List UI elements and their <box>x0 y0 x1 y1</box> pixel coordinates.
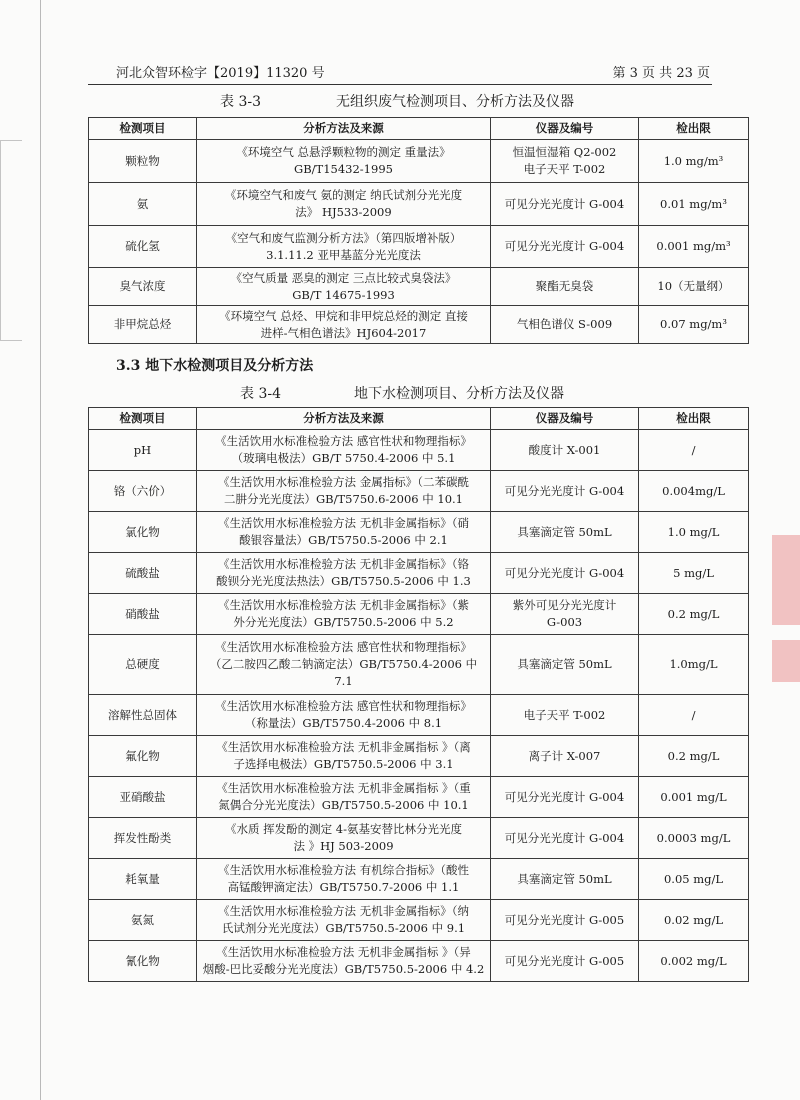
instrument-cell <box>491 268 639 306</box>
binding-margin-line <box>40 0 41 1100</box>
page-edge-tick <box>0 140 22 141</box>
table-row <box>89 471 749 512</box>
method-cell-line: 进样-气相色谱法》HJ604-2017 <box>260 325 427 340</box>
method-cell <box>197 268 491 306</box>
table-row <box>89 306 749 344</box>
table-row <box>89 268 749 306</box>
instrument-cell-line: 可见分光光度计 G-005 <box>504 912 625 927</box>
method-cell <box>197 941 491 982</box>
detection-limit-cell: 5 mg/L <box>639 553 749 594</box>
column-header: 仪器及编号 <box>491 118 639 140</box>
method-cell-line: （称量法）GB/T5750.4-2006 中 8.1 <box>244 716 443 730</box>
table-row <box>89 512 749 553</box>
method-cell-line: （乙二胺四乙酸二钠滴定法）GB/T5750.4-2006 中 <box>209 657 478 671</box>
instrument-cell-line: 恒温恒湿箱 Q2-002 <box>512 145 617 159</box>
method-cell-line: 《水质 挥发酚的测定 4-氨基安替比林分光光度 <box>224 822 462 836</box>
method-cell-line: 《生活饮用水标准检验方法 无机非金属指标 》（重 <box>216 781 471 795</box>
instrument-cell <box>491 553 639 594</box>
table-number: 表 3-4 <box>240 386 281 402</box>
method-cell-line: 氏试剂分光光度法）GB/T5750.5-2006 中 9.1 <box>221 921 466 935</box>
instrument-cell-line: 酸度计 X-001 <box>528 442 601 457</box>
table-row <box>89 736 749 777</box>
method-cell <box>197 594 491 635</box>
table-row <box>89 695 749 736</box>
instrument-cell-line: 可见分光光度计 G-004 <box>504 196 625 211</box>
instrument-cell-line: 电子天平 T-002 <box>523 162 606 176</box>
detection-limit-cell: 0.002 mg/L <box>639 941 749 982</box>
table-row <box>89 859 749 900</box>
method-cell-line: 法 》HJ 503-2009 <box>293 839 394 853</box>
table-row <box>89 140 749 183</box>
page-indicator: 第 3 页 共 23 页 <box>612 66 710 81</box>
method-cell-line: GB/T15432-1995 <box>294 162 393 176</box>
method-cell-line: 氮偶合分光光度法）GB/T5750.5-2006 中 10.1 <box>218 798 469 812</box>
instrument-cell <box>491 512 639 553</box>
table-caption <box>220 91 700 111</box>
detection-limit-cell: 0.01 mg/m³ <box>639 183 749 226</box>
method-cell-line: 《生活饮用水标准检验方法 无机非金属指标》（铬 <box>218 557 469 571</box>
method-cell-line: （玻璃电极法）GB/T 5750.4-2006 中 5.1 <box>231 451 456 465</box>
table-row <box>89 777 749 818</box>
method-cell <box>197 430 491 471</box>
instrument-cell-line: 具塞滴定管 50mL <box>517 657 612 671</box>
test-item-cell: 挥发性酚类 <box>89 818 197 859</box>
instrument-cell <box>491 736 639 777</box>
method-cell-line: 二肼分光光度法）GB/T5750.6-2006 中 10.1 <box>224 492 463 506</box>
instrument-cell <box>491 183 639 226</box>
instrument-cell-line: 可见分光光度计 G-005 <box>504 953 625 968</box>
method-cell-line: 《生活饮用水标准检验方法 无机非金属指标 》（异 <box>216 945 471 959</box>
instrument-cell-line: 紫外可见分光光度计 <box>512 598 617 612</box>
method-cell-line: 《生活饮用水标准检验方法 无机非金属指标》（硝 <box>218 516 469 530</box>
instrument-cell <box>491 635 639 695</box>
method-cell-line: 烟酸-巴比妥酸分光光度法）GB/T5750.5-2006 中 4.2 <box>202 962 485 976</box>
detection-limit-cell: / <box>639 430 749 471</box>
instrument-cell <box>491 594 639 635</box>
detection-limit-cell: 0.2 mg/L <box>639 736 749 777</box>
instrument-cell <box>491 818 639 859</box>
table-row <box>89 183 749 226</box>
test-item-cell: pH <box>89 430 197 471</box>
column-header: 仪器及编号 <box>491 408 639 430</box>
table-header-row <box>89 118 749 140</box>
method-cell-line: GB/T 14675-1993 <box>292 287 395 302</box>
test-item-cell: 硫酸盐 <box>89 553 197 594</box>
instrument-cell <box>491 859 639 900</box>
instrument-cell-line: 具塞滴定管 50mL <box>517 871 612 886</box>
instrument-cell-line: 可见分光光度计 G-004 <box>504 483 625 498</box>
method-cell-line: 外分光光度法）GB/T5750.5-2006 中 5.2 <box>233 615 454 629</box>
table-row <box>89 430 749 471</box>
detection-limit-cell: 0.004mg/L <box>639 471 749 512</box>
method-cell <box>197 226 491 268</box>
method-cell-line: 子选择电极法）GB/T5750.5-2006 中 3.1 <box>233 757 454 771</box>
column-header: 分析方法及来源 <box>197 408 491 430</box>
detection-limit-cell: 1.0 mg/L <box>639 512 749 553</box>
method-cell-line: 《生活饮用水标准检验方法 感官性状和物理指标》 <box>215 640 472 654</box>
table-row <box>89 635 749 695</box>
test-item-cell: 硫化氢 <box>89 226 197 268</box>
test-item-cell: 非甲烷总烃 <box>89 306 197 344</box>
test-item-cell: 铬（六价） <box>89 471 197 512</box>
table-header-row <box>89 408 749 430</box>
detection-limit-cell: 0.2 mg/L <box>639 594 749 635</box>
method-cell-line: 法》 HJ533-2009 <box>295 205 392 219</box>
table-title: 无组织废气检测项目、分析方法及仪器 <box>336 94 574 110</box>
detection-limit-cell: 0.02 mg/L <box>639 900 749 941</box>
instrument-cell <box>491 306 639 344</box>
test-item-cell: 氨 <box>89 183 197 226</box>
detection-limit-cell: 1.0 mg/m³ <box>639 140 749 183</box>
section-heading: 3.3 地下水检测项目及分析方法 <box>116 358 314 374</box>
method-cell <box>197 553 491 594</box>
detection-limit-cell: 0.0003 mg/L <box>639 818 749 859</box>
instrument-cell <box>491 226 639 268</box>
detection-limit-cell: 0.05 mg/L <box>639 859 749 900</box>
instrument-cell-line: 离子计 X-007 <box>528 748 601 763</box>
instrument-cell <box>491 900 639 941</box>
table-row <box>89 900 749 941</box>
method-cell <box>197 818 491 859</box>
detection-limit-cell: 1.0mg/L <box>639 635 749 695</box>
method-cell <box>197 635 491 695</box>
method-cell-line: 《生活饮用水标准检验方法 感官性状和物理指标》 <box>215 699 472 713</box>
column-header: 分析方法及来源 <box>197 118 491 140</box>
test-item-cell: 耗氧量 <box>89 859 197 900</box>
table-row <box>89 818 749 859</box>
column-header: 检出限 <box>639 408 749 430</box>
instrument-cell <box>491 430 639 471</box>
instrument-cell-line: 电子天平 T-002 <box>523 707 606 722</box>
method-cell-line: 《空气和废气监测分析方法》（第四版增补版） <box>225 230 462 245</box>
test-item-cell: 颗粒物 <box>89 140 197 183</box>
detection-limit-cell: 0.07 mg/m³ <box>639 306 749 344</box>
detection-limit-cell: 10（无量纲） <box>639 268 749 306</box>
method-cell <box>197 900 491 941</box>
groundwater-testing-table <box>88 407 749 982</box>
method-cell <box>197 736 491 777</box>
method-cell-line: 3.1.11.2 亚甲基蓝分光光度法 <box>266 247 421 262</box>
method-cell-line: 高锰酸钾滴定法）GB/T5750.7-2006 中 1.1 <box>227 880 460 894</box>
method-cell-line: 《生活饮用水标准检验方法 金属指标》（二苯碳酰 <box>218 475 469 489</box>
instrument-cell <box>491 140 639 183</box>
method-cell-line: 《环境空气 总烃、甲烷和非甲烷总烃的测定 直接 <box>219 308 468 323</box>
method-cell <box>197 777 491 818</box>
test-item-cell: 氯化物 <box>89 512 197 553</box>
test-item-cell: 溶解性总固体 <box>89 695 197 736</box>
instrument-cell-line: 气相色谱仪 S-009 <box>516 317 613 331</box>
instrument-cell <box>491 695 639 736</box>
instrument-cell-line: 可见分光光度计 G-004 <box>504 565 625 580</box>
method-cell-line: 《生活饮用水标准检验方法 无机非金属指标 》（离 <box>216 740 471 754</box>
method-cell-line: 7.1 <box>334 674 353 688</box>
instrument-cell-line: G-003 <box>546 615 583 629</box>
method-cell-line: 《生活饮用水标准检验方法 无机非金属指标》（纳 <box>218 904 469 918</box>
seal-stamp-fragment <box>772 640 800 682</box>
table-caption <box>240 383 700 403</box>
test-item-cell: 氟化物 <box>89 736 197 777</box>
column-header: 检测项目 <box>89 118 197 140</box>
detection-limit-cell: / <box>639 695 749 736</box>
seal-stamp-fragment <box>772 535 800 625</box>
table-row <box>89 941 749 982</box>
table-row <box>89 553 749 594</box>
method-cell <box>197 695 491 736</box>
instrument-cell-line: 具塞滴定管 50mL <box>517 524 612 539</box>
air-testing-table <box>88 117 749 344</box>
method-cell <box>197 183 491 226</box>
test-item-cell: 亚硝酸盐 <box>89 777 197 818</box>
instrument-cell-line: 可见分光光度计 G-004 <box>504 789 625 804</box>
method-cell-line: 《生活饮用水标准检验方法 有机综合指标》（酸性 <box>218 863 469 877</box>
instrument-cell-line: 可见分光光度计 G-004 <box>504 830 625 845</box>
detection-limit-cell: 0.001 mg/L <box>639 777 749 818</box>
test-item-cell: 氨氮 <box>89 900 197 941</box>
column-header: 检测项目 <box>89 408 197 430</box>
test-item-cell: 氰化物 <box>89 941 197 982</box>
header-rule <box>88 84 712 85</box>
method-cell <box>197 859 491 900</box>
method-cell-line: 酸钡分光光度法热法）GB/T5750.5-2006 中 1.3 <box>216 574 471 588</box>
table-row <box>89 594 749 635</box>
method-cell <box>197 140 491 183</box>
test-item-cell: 硝酸盐 <box>89 594 197 635</box>
method-cell-line: 《空气质量 恶臭的测定 三点比较式臭袋法》 <box>230 270 457 285</box>
method-cell <box>197 306 491 344</box>
page-edge-mark <box>0 140 1 340</box>
method-cell <box>197 512 491 553</box>
instrument-cell-line: 可见分光光度计 G-004 <box>504 239 625 253</box>
test-item-cell: 臭气浓度 <box>89 268 197 306</box>
method-cell-line: 《生活饮用水标准检验方法 感官性状和物理指标》 <box>215 434 472 448</box>
detection-limit-cell: 0.001 mg/m³ <box>639 226 749 268</box>
instrument-cell-line: 聚酯无臭袋 <box>535 279 594 293</box>
method-cell-line: 《生活饮用水标准检验方法 无机非金属指标》（紫 <box>218 598 469 612</box>
method-cell-line: 《环境空气 总悬浮颗粒物的测定 重量法》 <box>236 145 451 159</box>
method-cell-line: 酸银容量法）GB/T5750.5-2006 中 2.1 <box>239 533 448 547</box>
instrument-cell <box>491 777 639 818</box>
page-edge-tick <box>0 340 22 341</box>
instrument-cell <box>491 471 639 512</box>
method-cell <box>197 471 491 512</box>
column-header: 检出限 <box>639 118 749 140</box>
test-item-cell: 总硬度 <box>89 635 197 695</box>
report-number: 河北众智环检字【2019】11320 号 <box>116 66 325 81</box>
table-number: 表 3-3 <box>220 94 261 110</box>
instrument-cell <box>491 941 639 982</box>
method-cell-line: 《环境空气和废气 氨的测定 纳氏试剂分光光度 <box>224 188 463 202</box>
table-row <box>89 226 749 268</box>
table-title: 地下水检测项目、分析方法及仪器 <box>354 386 564 402</box>
page-header <box>116 62 710 84</box>
